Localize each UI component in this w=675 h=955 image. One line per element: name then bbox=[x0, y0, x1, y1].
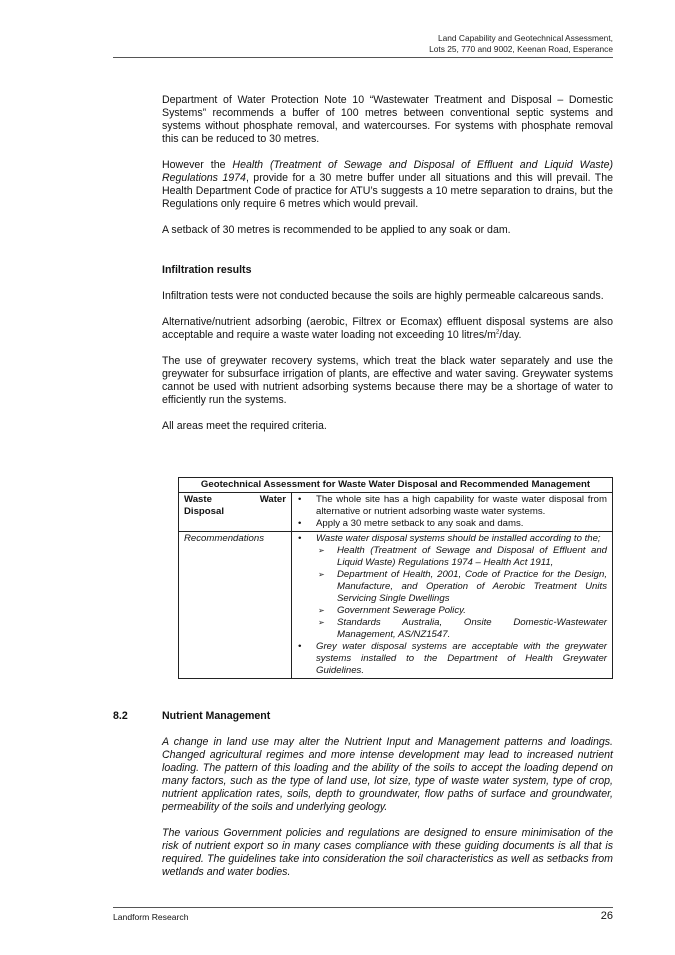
paragraph-health-regulations bbox=[162, 159, 613, 211]
list-item: ➢ Standards Australia, Onsite Domestic-Wastewater Management, AS/NZ1547. bbox=[316, 617, 607, 641]
paragraph-water-protection-note: Department of Water Protection Note 10 “Wastewater Treatment and Disposal – Domestic Systems” recommends a buffer of 100 metres between conventional septic systems and systems without phosphate removal, and watercourses. For systems with phosphate removal this can be reduced to 30 metres. bbox=[162, 94, 613, 145]
label-word: Disposal bbox=[184, 506, 224, 517]
paragraph-setback: A setback of 30 metres is recommended to be applied to any soak or dam. bbox=[162, 224, 511, 236]
table-title: Geotechnical Assessment for Waste Water Disposal and Recommended Management bbox=[179, 478, 613, 493]
regulations-title: Health (Treatment of Sewage and Disposal of Effluent and Liquid Waste) Regulations 1974 bbox=[162, 159, 613, 184]
text-run: Alternative/nutrient adsorbing (aerobic, Filtrex or Ecomax) effluent disposal systems are also acceptable and require a waste water loading not exceeding 10 litres/m bbox=[162, 316, 613, 341]
header-line-1: Land Capability and Geotechnical Assessment, bbox=[437, 33, 613, 43]
arrow-list bbox=[316, 545, 607, 641]
header-rule bbox=[113, 57, 613, 58]
header-line-2: Lots 25, 770 and 9002, Keenan Road, Esperance bbox=[429, 44, 613, 54]
bullet-list bbox=[297, 533, 607, 677]
row-content-waste-water-disposal bbox=[292, 493, 613, 532]
paragraph-alternative-systems bbox=[162, 316, 613, 342]
list-item: ➢ Department of Health, 2001, Code of Practice for the Design, Manufacture, and Operation of Aerobic Treatment Units Servicing Single Dwellings bbox=[316, 569, 607, 605]
page-number: 26 bbox=[600, 910, 613, 922]
section-body bbox=[162, 736, 613, 892]
text-run: , provide for a 30 metre buffer under all situations and this will prevail. The Health Department Code of practice for ATU’s suggests a 10 metre separation to drains, but the Regulations only require 6 metres which would prevail. bbox=[162, 172, 613, 210]
footer-rule bbox=[113, 907, 613, 908]
list-item: • Grey water disposal systems are acceptable with the greywater systems installed to the Department of Health Greywater Guidelines. bbox=[297, 641, 607, 677]
paragraph-infiltration: Infiltration tests were not conducted because the soils are highly permeable calcareous sands. bbox=[162, 290, 604, 302]
footer-author: Landform Research bbox=[113, 912, 189, 922]
list-item: • The whole site has a high capability for waste water disposal from alternative or nutrient adsorbing waste water systems. bbox=[297, 494, 607, 518]
list-item: ➢ Government Sewerage Policy. bbox=[316, 605, 607, 617]
label-word: Water bbox=[259, 494, 286, 505]
table-row bbox=[179, 493, 613, 532]
row-label-waste-water-disposal bbox=[179, 493, 292, 532]
label-line bbox=[184, 494, 286, 506]
infiltration-heading: Infiltration results bbox=[162, 264, 252, 276]
superscript: 2 bbox=[495, 329, 500, 336]
list-item bbox=[297, 533, 607, 641]
geotechnical-assessment-table bbox=[178, 477, 613, 679]
section-title: Nutrient Management bbox=[162, 710, 271, 722]
body-text bbox=[162, 94, 613, 446]
list-item: ➢ Health (Treatment of Sewage and Disposal of Effluent and Liquid Waste) Regulations 1974 – Health Act 1911, bbox=[316, 545, 607, 569]
list-item: • Apply a 30 metre setback to any soak and dams. bbox=[297, 518, 607, 530]
table-title-row bbox=[179, 478, 613, 493]
paragraph-nutrient-change: A change in land use may alter the Nutrient Input and Management patterns and loadings. Changed agricultural regimes and more intense development may lead to increased nutrient loading. The pattern of this loading and the ability of the soils to accept the loading depend on many factors, such as the type of land use, lot size, type of waste water system, type of crop, nutrient application rates, soils, depth to groundwater, flow paths of surface and groundwater, permeability of the soils and underlying geology. bbox=[162, 736, 613, 813]
paragraph-greywater: The use of greywater recovery systems, which treat the black water separately and use the greywater for subsurface irrigation of plants, are effective and water saving. Greywater systems cannot be used with nutrient adsorbing systems because there may be a shortage of water to efficiently run the systems. bbox=[162, 355, 613, 406]
page-header bbox=[429, 33, 613, 55]
section-number: 8.2 bbox=[113, 710, 128, 722]
text-run: /day. bbox=[499, 329, 522, 341]
bullet-list bbox=[297, 494, 607, 530]
table-row bbox=[179, 532, 613, 679]
list-item-text: • Waste water disposal systems should be installed according to the; bbox=[316, 533, 601, 544]
paragraph-criteria: All areas meet the required criteria. bbox=[162, 420, 327, 432]
label-word: Waste bbox=[184, 494, 212, 505]
text-run: However the bbox=[162, 159, 233, 171]
paragraph-government-policies: The various Government policies and regulations are designed to ensure minimisation of the risk of nutrient export so in many cases compliance with these guiding documents is all that is required. The guidelines take into consideration the soil characteristics as well as setbacks from wetlands and water bodies. bbox=[162, 827, 613, 878]
row-content-recommendations bbox=[292, 532, 613, 679]
row-label-recommendations: Recommendations bbox=[179, 532, 292, 679]
